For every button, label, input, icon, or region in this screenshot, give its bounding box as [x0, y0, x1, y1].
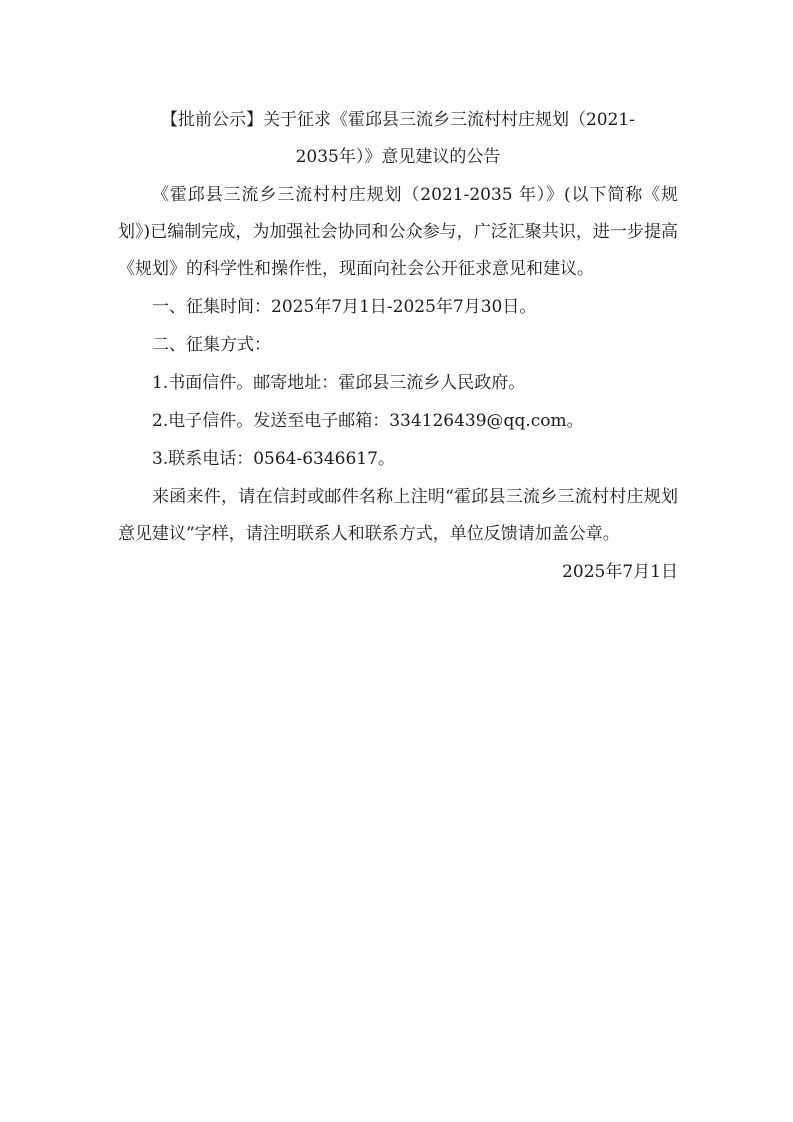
- method-phone: 3.联系电话：0564-6346617。: [152, 449, 395, 469]
- title-line-2: 2035年）》意见建议的公告: [295, 147, 501, 167]
- title-line-1: 【批前公示】关于征求《霍邱县三流乡三流村村庄规划（2021-: [160, 110, 635, 130]
- collection-time: 一、征集时间：2025年7月1日-2025年7月30日。: [152, 297, 537, 317]
- note-paragraph: 来函来件，请在信封或邮件名称上注明“霍邱县三流乡三流村村庄规划意见建议”字样，请注明联系人和联系方式，单位反馈请加盖公章。: [118, 487, 678, 544]
- intro-paragraph: 《霍邱县三流乡三流村村庄规划（2021-2035 年）》(以下简称《规划》)已编制完成，为加强社会协同和公众参与，广泛汇聚共识，进一步提高《规划》的科学性和操作性，现面向社会公开征求意见和建议。: [118, 185, 678, 279]
- document-date: 2025年7月1日: [562, 562, 678, 582]
- method-email: 2.电子信件。发送至电子邮箱：334126439@qq.com。: [152, 411, 584, 431]
- document-body: [118, 102, 678, 591]
- collection-method-heading: 二、征集方式：: [152, 335, 271, 355]
- method-letter: 1.书面信件。邮寄地址：霍邱县三流乡人民政府。: [152, 373, 526, 393]
